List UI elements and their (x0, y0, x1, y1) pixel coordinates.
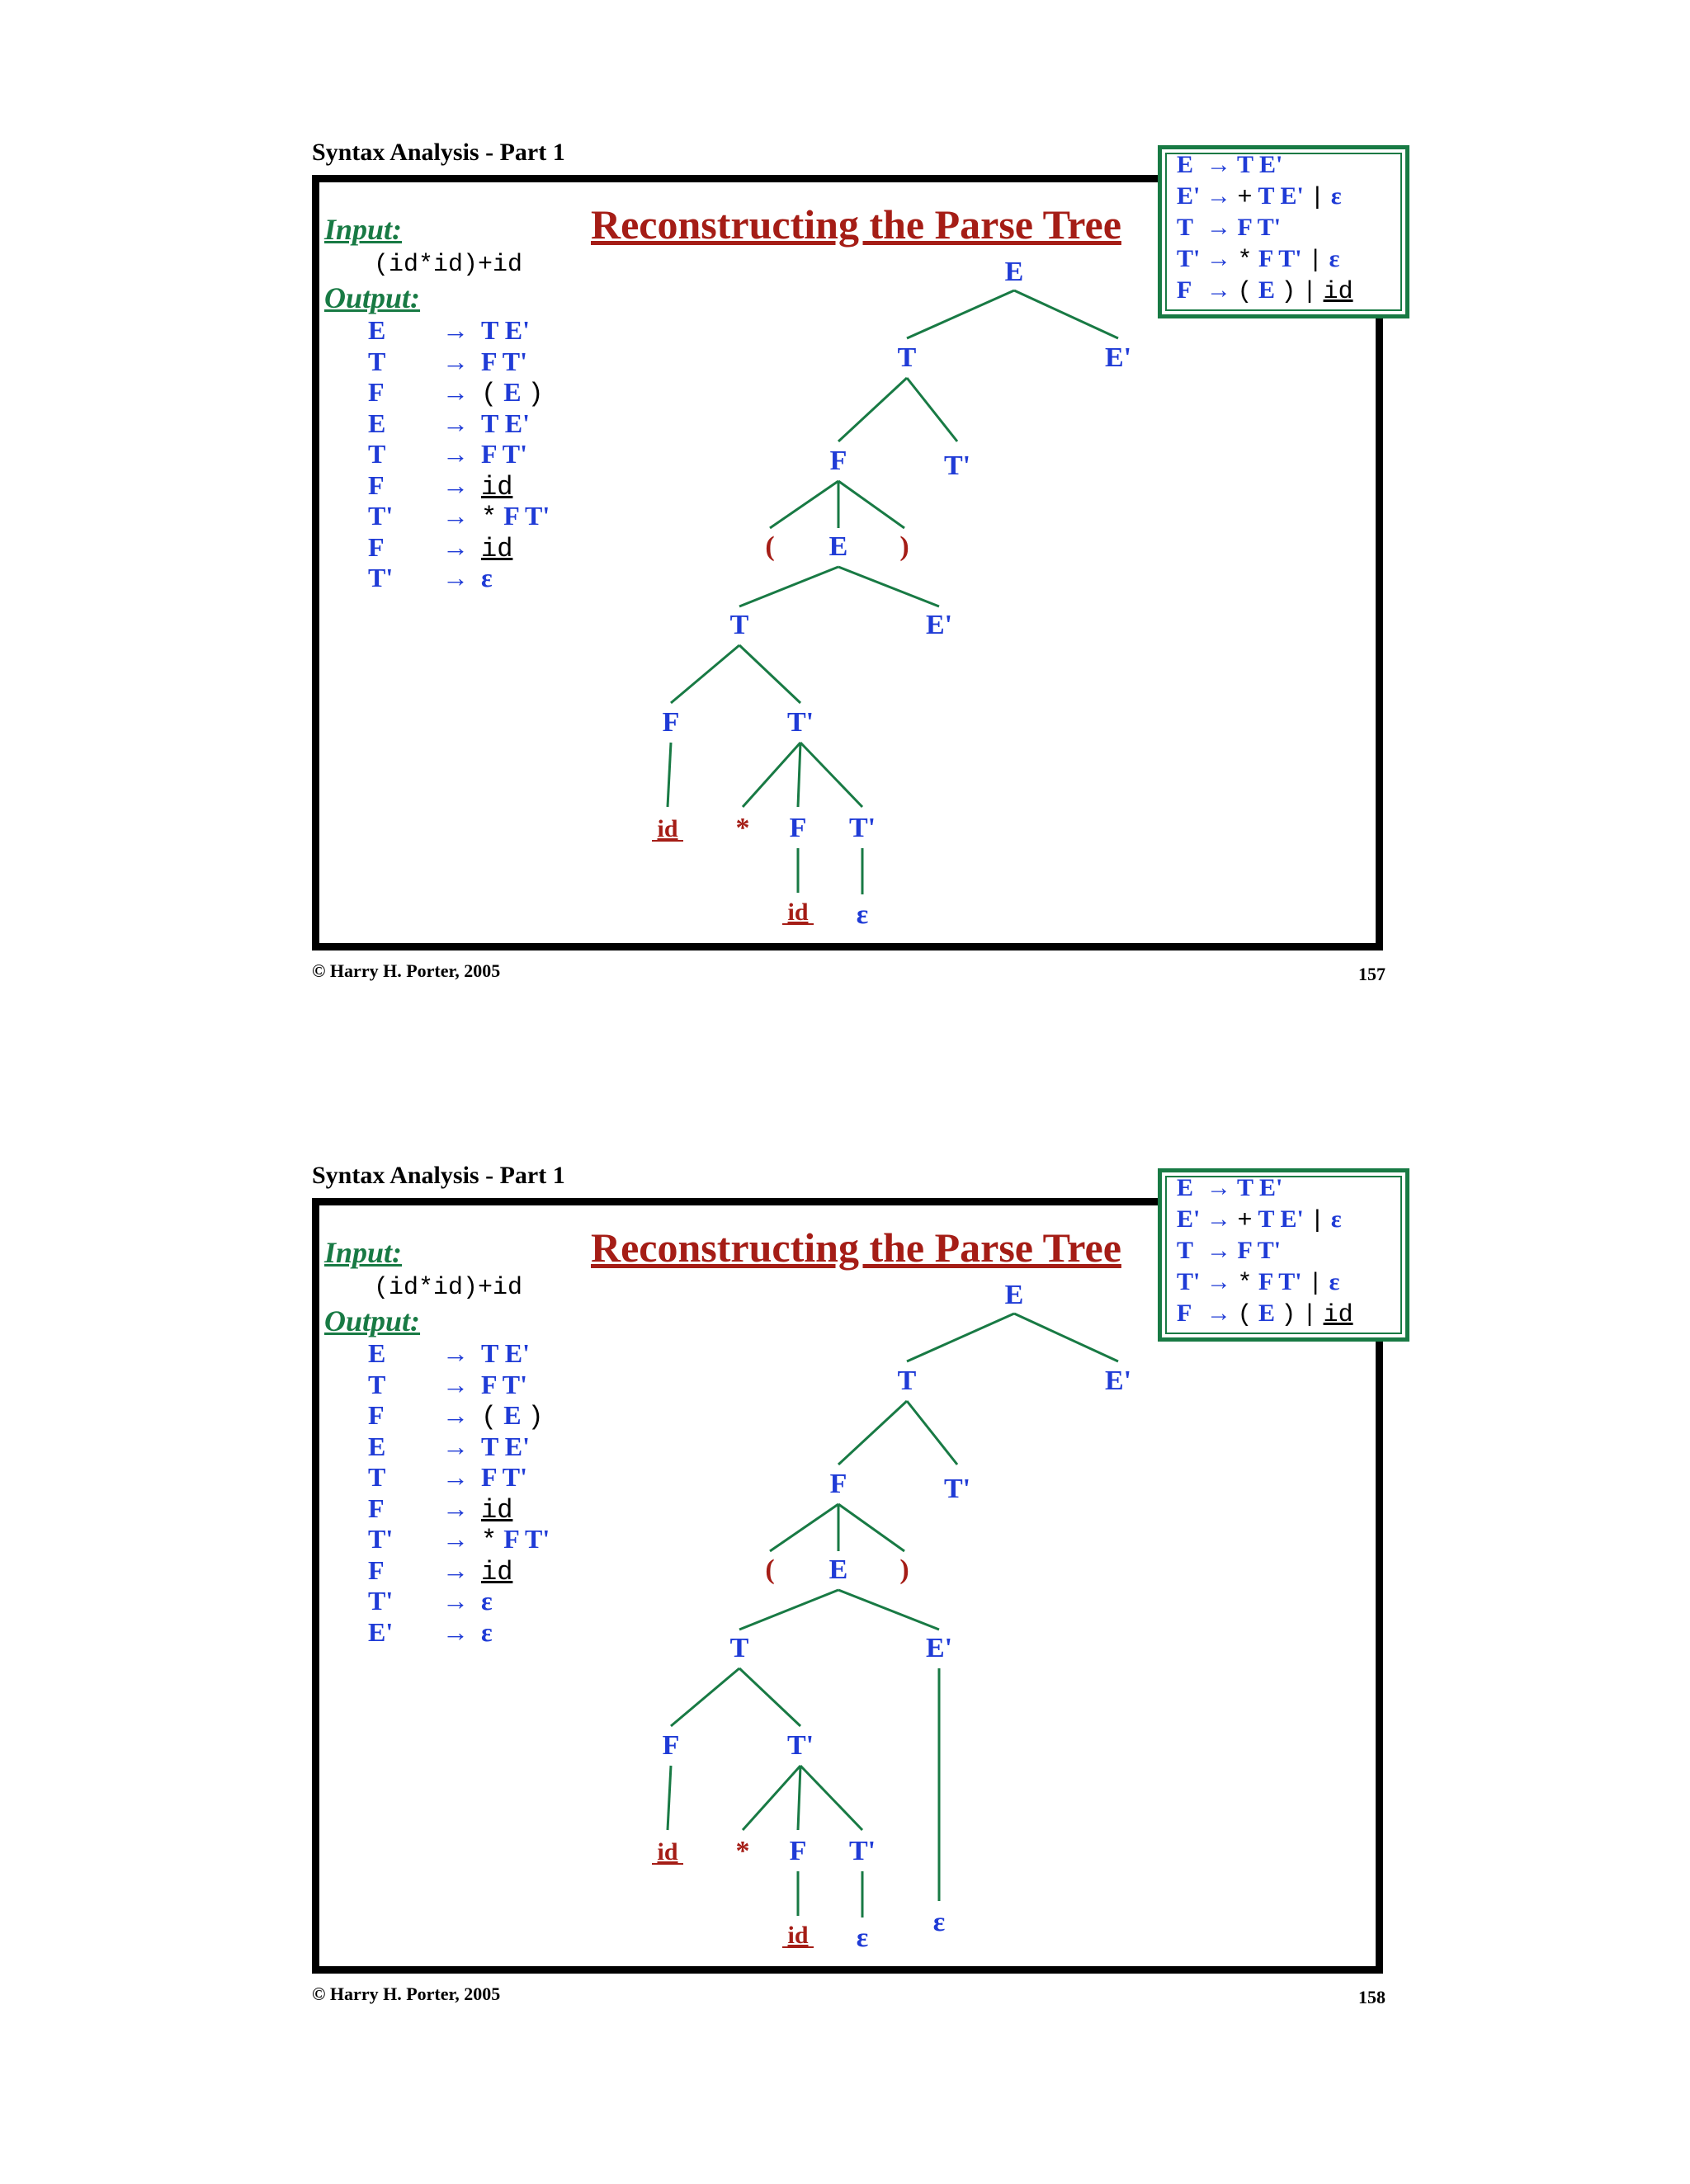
tree-node-E1: E (828, 531, 848, 562)
rule-lhs: T' (1177, 1268, 1201, 1295)
production-lhs: T' (368, 563, 394, 592)
arrow-icon: → (442, 1400, 469, 1430)
tree-edge (838, 1590, 939, 1630)
production-lhs: F (368, 531, 385, 562)
arrow-icon: → (442, 1554, 469, 1585)
grammar-symbol: F (481, 1369, 497, 1399)
arrow-icon: → (442, 439, 469, 469)
grammar-symbol: T (481, 1338, 498, 1368)
terminal-symbol: ) (527, 1402, 544, 1432)
tree-node-T1: T (897, 1366, 917, 1396)
production-lhs: T (368, 439, 386, 469)
terminal-id: id (481, 1494, 513, 1526)
grammar-symbol: T' (524, 1524, 550, 1554)
arrow-icon: → (442, 1462, 469, 1492)
tree-terminal: ) (899, 531, 909, 562)
arrow-icon: → (1206, 214, 1238, 241)
grammar-symbol: E (503, 377, 522, 407)
grammar-symbol: F (481, 1462, 497, 1492)
terminal-symbol: ) (1281, 1301, 1296, 1329)
tree-edge (739, 645, 800, 703)
grammar-symbol: ε (1330, 182, 1342, 210)
terminal-symbol: ) (1281, 278, 1296, 306)
grammar-symbol: T' (502, 1462, 528, 1492)
tree-node-Ep1: E' (1104, 1366, 1132, 1396)
tree-leaf-id: id (787, 899, 809, 926)
production-lhs: F (368, 377, 385, 407)
tree-node-Tp1: T' (943, 1474, 971, 1504)
rule-lhs: T (1177, 214, 1194, 241)
input-label: Input: (324, 213, 403, 246)
tree-edge (838, 1504, 904, 1551)
tree-leaf-id: id (787, 1922, 809, 1949)
output-label: Output: (324, 281, 421, 314)
terminal-symbol: ) (527, 379, 544, 409)
tree-edge (798, 743, 800, 807)
tree-node-Ep2: E' (925, 610, 953, 640)
terminal-symbol: ( (481, 1402, 498, 1432)
grammar-symbol: E' (1258, 151, 1283, 178)
tree-edge (770, 1504, 838, 1551)
tree-node-eps2: ε (932, 1907, 946, 1937)
tree-edge (907, 1401, 957, 1465)
tree-edge (907, 290, 1014, 338)
grammar-symbol: T' (502, 346, 528, 376)
terminal-symbol: | (1310, 184, 1325, 212)
terminal-symbol: * (1237, 247, 1253, 275)
grammar-symbol: T (1236, 151, 1253, 178)
terminal-symbol: * (481, 502, 498, 533)
grammar-symbol: F (503, 1524, 519, 1554)
tree-edge (1014, 1314, 1118, 1361)
arrow-icon: → (442, 469, 469, 500)
slide-158 (0, 1023, 1690, 2046)
tree-edge (800, 743, 862, 807)
terminal-symbol: | (1308, 247, 1324, 275)
slide-header: Syntax Analysis - Part 1 (312, 1162, 565, 1189)
tree-node-E0: E (1004, 1280, 1024, 1310)
arrow-icon: → (1206, 1237, 1238, 1264)
rule-lhs: E (1177, 151, 1194, 178)
rule-lhs: F (1177, 276, 1192, 304)
arrow-icon: → (442, 346, 469, 376)
grammar-symbol: E' (1258, 1174, 1283, 1201)
tree-terminal: * (735, 813, 750, 843)
arrow-icon: → (442, 315, 469, 345)
tree-leaf-id: id (657, 815, 678, 842)
rule-lhs: T (1177, 1237, 1194, 1264)
grammar-symbol: T' (502, 439, 528, 469)
arrow-icon: → (442, 1431, 469, 1461)
rule-lhs: E' (1177, 182, 1201, 210)
grammar-symbol: ε (481, 1616, 493, 1647)
page-number: 158 (1358, 1987, 1386, 2007)
tree-node-Tp1: T' (943, 450, 971, 481)
terminal-symbol: | (1308, 1270, 1324, 1298)
production-lhs: T (368, 346, 386, 376)
rule-lhs: F (1177, 1300, 1192, 1327)
tree-edge (1014, 290, 1118, 338)
grammar-symbol: T (481, 1431, 498, 1461)
grammar-symbol: F (1258, 245, 1273, 272)
grammar-symbol: ε (481, 1586, 493, 1616)
tree-terminal: ) (899, 1554, 909, 1585)
tree-node-E0: E (1004, 257, 1024, 287)
tree-edge (907, 378, 957, 441)
grammar-symbol: E (1258, 276, 1276, 304)
tree-node-Tp2: T' (786, 707, 814, 738)
tree-edge (671, 645, 739, 703)
arrow-icon: → (442, 408, 469, 438)
grammar-symbol: F (503, 501, 519, 531)
page-number: 157 (1358, 964, 1386, 984)
parse-tree (0, 0, 1690, 1023)
parse-tree (0, 1023, 1690, 2046)
grammar-symbol: ε (1329, 1268, 1340, 1295)
tree-node-eps1: ε (856, 1922, 869, 1953)
tree-leaf-id: id (657, 1838, 678, 1866)
tree-node-F1: F (829, 1469, 847, 1499)
grammar-symbol: F (1258, 1268, 1273, 1295)
production-lhs: F (368, 1400, 385, 1430)
tree-edge (838, 567, 939, 606)
production-lhs: T (368, 1462, 386, 1492)
grammar-symbol: T (1258, 1205, 1274, 1233)
grammar-symbol: E' (504, 1338, 530, 1368)
terminal-symbol: ( (481, 379, 498, 409)
grammar-symbol: T (481, 408, 498, 438)
grammar-symbol: E (1258, 1300, 1276, 1327)
footer-copyright: © Harry H. Porter, 2005 (312, 960, 501, 981)
grammar-symbol: E' (504, 315, 530, 345)
production-lhs: T (368, 1369, 386, 1399)
grammar-symbol: E' (1280, 1205, 1304, 1233)
tree-edge (739, 1590, 838, 1630)
tree-edge (739, 1668, 800, 1726)
grammar-symbol: E' (504, 1431, 530, 1461)
arrow-icon: → (1206, 276, 1238, 304)
grammar-symbol: T' (1257, 1237, 1282, 1264)
arrow-icon: → (1206, 151, 1237, 178)
arrow-icon: → (1206, 1174, 1237, 1201)
output-label: Output: (324, 1304, 421, 1337)
terminal-symbol: | (1310, 1207, 1325, 1235)
tree-edge (907, 1314, 1014, 1361)
grammar-symbol: T (1236, 1174, 1253, 1201)
production-lhs: E (368, 1431, 386, 1461)
arrow-icon: → (442, 1616, 469, 1647)
grammar-symbol: T' (524, 501, 550, 531)
terminal-symbol: | (1302, 1301, 1318, 1329)
production-lhs: E (368, 1338, 386, 1368)
arrow-icon: → (442, 1524, 469, 1554)
rule-lhs: T' (1177, 245, 1201, 272)
grammar-symbol: T' (1257, 214, 1282, 241)
arrow-icon: → (442, 563, 469, 592)
arrow-icon: → (442, 501, 469, 531)
tree-node-Tp2: T' (786, 1730, 814, 1761)
tree-node-E1: E (828, 1554, 848, 1585)
terminal-symbol: + (1237, 184, 1253, 212)
tree-node-F2: F (662, 1730, 680, 1761)
grammar-symbol: E' (504, 408, 530, 438)
tree-node-F3: F (789, 813, 807, 843)
grammar-symbol: E (503, 1400, 522, 1430)
footer-copyright: © Harry H. Porter, 2005 (312, 1984, 501, 2004)
tree-node-Tp3: T' (848, 1836, 876, 1866)
tree-edge (668, 1766, 671, 1830)
production-lhs: T' (368, 1586, 394, 1616)
terminal-symbol: ( (1237, 1301, 1253, 1329)
tree-terminal: ( (765, 531, 775, 562)
production-lhs: F (368, 1554, 385, 1585)
tree-edge (739, 567, 838, 606)
tree-node-T1: T (897, 342, 917, 373)
tree-edge (770, 481, 838, 528)
arrow-icon: → (1206, 182, 1238, 210)
terminal-symbol: * (481, 1526, 498, 1556)
grammar-symbol: T' (1278, 245, 1302, 272)
arrow-icon: → (442, 1493, 469, 1523)
grammar-symbol: ε (481, 563, 493, 592)
tree-edge (743, 743, 800, 807)
grammar-symbol: T' (502, 1369, 528, 1399)
production-lhs: F (368, 1493, 385, 1523)
grammar-symbol: ε (1330, 1205, 1342, 1233)
arrow-icon: → (442, 1586, 469, 1616)
grammar-symbol: T (1258, 182, 1274, 210)
grammar-symbol: T' (1278, 1268, 1302, 1295)
production-lhs: E (368, 315, 386, 345)
slide-title: Reconstructing the Parse Tree (591, 1224, 1121, 1271)
slide-157 (0, 0, 1690, 1023)
tree-node-F2: F (662, 707, 680, 738)
terminal-id: id (481, 533, 513, 564)
arrow-icon: → (442, 377, 469, 407)
grammar-symbol: F (1237, 214, 1252, 241)
tree-edge (838, 1401, 907, 1465)
terminal-id: id (1323, 278, 1353, 306)
tree-edge (838, 378, 907, 441)
tree-node-Ep1: E' (1104, 342, 1132, 373)
arrow-icon: → (442, 1338, 469, 1368)
grammar-symbol: T (481, 315, 498, 345)
input-label: Input: (324, 1236, 403, 1269)
tree-edge (838, 481, 904, 528)
tree-edge (668, 743, 671, 807)
terminal-symbol: * (1237, 1270, 1253, 1298)
tree-terminal: * (735, 1836, 750, 1866)
grammar-symbol: F (1237, 1237, 1252, 1264)
tree-edge (800, 1766, 862, 1830)
terminal-id: id (481, 1556, 513, 1587)
arrow-icon: → (442, 1369, 469, 1399)
tree-node-T2: T (729, 610, 749, 640)
tree-node-F1: F (829, 446, 847, 476)
arrow-icon: → (1206, 1205, 1238, 1233)
rule-lhs: E (1177, 1174, 1194, 1201)
production-lhs: T' (368, 1524, 394, 1554)
input-value: (id*id)+id (374, 1274, 523, 1302)
production-lhs: T' (368, 501, 394, 531)
production-lhs: E' (368, 1616, 394, 1647)
tree-edge (743, 1766, 800, 1830)
tree-edge (671, 1668, 739, 1726)
slide-title: Reconstructing the Parse Tree (591, 201, 1121, 248)
grammar-symbol: ε (1329, 245, 1340, 272)
arrow-icon: → (1206, 245, 1238, 272)
tree-node-T2: T (729, 1633, 749, 1663)
tree-node-eps1: ε (856, 899, 869, 930)
grammar-symbol: F (481, 346, 497, 376)
terminal-symbol: | (1302, 278, 1318, 306)
tree-node-Ep2: E' (925, 1633, 953, 1663)
slide-header: Syntax Analysis - Part 1 (312, 139, 565, 166)
arrow-icon: → (1206, 1300, 1238, 1327)
arrow-icon: → (1206, 1268, 1238, 1295)
terminal-id: id (481, 471, 513, 502)
terminal-symbol: ( (1237, 278, 1253, 306)
grammar-symbol: F (481, 439, 497, 469)
tree-node-Tp3: T' (848, 813, 876, 843)
input-value: (id*id)+id (374, 251, 523, 279)
rule-lhs: E' (1177, 1205, 1201, 1233)
tree-edge (798, 1766, 800, 1830)
arrow-icon: → (442, 531, 469, 562)
production-lhs: F (368, 469, 385, 500)
tree-node-F3: F (789, 1836, 807, 1866)
grammar-symbol: E' (1280, 182, 1304, 210)
production-lhs: E (368, 408, 386, 438)
terminal-id: id (1323, 1301, 1353, 1329)
tree-terminal: ( (765, 1554, 775, 1585)
terminal-symbol: + (1237, 1207, 1253, 1235)
